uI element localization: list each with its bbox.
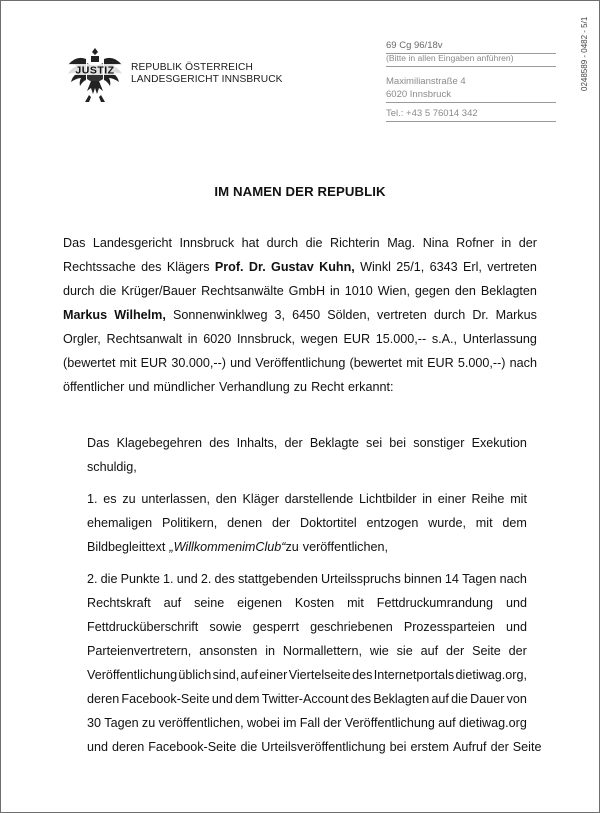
- word: Nina: [422, 236, 449, 250]
- word: eigenen: [237, 596, 282, 610]
- court-line-2: LANDESGERICHT INNSBRUCK: [131, 74, 283, 85]
- text-line: [63, 255, 537, 279]
- word: vertreten: [487, 260, 537, 274]
- word: gesperrt: [252, 620, 299, 634]
- text-line: [87, 487, 527, 511]
- word: 1.: [163, 572, 174, 586]
- word: und: [87, 740, 109, 754]
- text-line: [87, 567, 527, 591]
- word: Unterlassung: [462, 332, 537, 346]
- word: Dr.: [248, 260, 266, 274]
- word: Veröffentlichung: [344, 716, 435, 730]
- text-line: [87, 591, 527, 615]
- word: einer: [437, 492, 466, 506]
- word: des: [352, 668, 373, 682]
- word: Facebook-Seite: [121, 692, 210, 706]
- word: 2.: [87, 572, 98, 586]
- word: wie: [369, 644, 389, 658]
- word: 25/1,: [396, 260, 425, 274]
- word: bei: [389, 436, 407, 450]
- word: dietiwag.org: [458, 716, 527, 730]
- word: und: [505, 620, 527, 634]
- text-line: [63, 231, 537, 255]
- word: 30.000,--): [171, 356, 226, 370]
- text-line: [87, 511, 527, 535]
- word: Tagen: [462, 572, 497, 586]
- word: schuldig,: [87, 460, 137, 474]
- word: GmbH: [288, 284, 326, 298]
- word: erkannt:: [347, 380, 394, 394]
- word: auf: [420, 644, 439, 658]
- word: 6343: [429, 260, 458, 274]
- word: Aufruf: [452, 740, 487, 754]
- reference-hint: (Bitte in allen Eingaben anführen): [386, 53, 514, 63]
- word: binnen: [403, 572, 442, 586]
- word: von: [506, 692, 527, 706]
- word: Das: [63, 236, 86, 250]
- word: Prozessparteien: [403, 620, 495, 634]
- word: sind,: [212, 668, 240, 682]
- word: Kläger: [242, 492, 279, 506]
- word: mündlicher: [153, 380, 216, 394]
- word: dem: [502, 516, 527, 530]
- word: (bewertet: [63, 356, 116, 370]
- text-line: [87, 687, 527, 711]
- word: stattgebenden: [238, 572, 318, 586]
- word: der: [490, 740, 509, 754]
- word: und: [505, 596, 527, 610]
- word: durch: [266, 236, 299, 250]
- word: Kuhn,: [319, 260, 355, 274]
- word: Seite: [512, 740, 542, 754]
- word: Erl,: [463, 260, 482, 274]
- word: EUR: [343, 332, 371, 346]
- word: Innsbruck: [179, 236, 235, 250]
- word: und: [230, 356, 252, 370]
- court-name: [131, 62, 283, 86]
- word: s.A.,: [431, 332, 458, 346]
- svg-text:0248589 - 0482 - 5/1: 0248589 - 0482 - 5/1: [580, 16, 589, 91]
- word: Prof.: [214, 260, 244, 274]
- word: 6450: [292, 308, 321, 322]
- word: Rechtsanwalt: [106, 332, 183, 346]
- address-street: Maximilianstraße 4: [386, 76, 466, 87]
- word: dietiwag.org,: [455, 668, 527, 682]
- word: 1010: [344, 284, 373, 298]
- word: hat: [241, 236, 260, 250]
- word: der: [508, 644, 527, 658]
- word: es: [103, 492, 117, 506]
- word: die: [100, 572, 118, 586]
- word: Sölden,: [327, 308, 370, 322]
- word: die: [305, 236, 323, 250]
- word: in: [422, 492, 433, 506]
- word: des: [209, 436, 230, 450]
- word: der: [271, 516, 291, 530]
- word: durch: [63, 284, 95, 298]
- text-line: [87, 639, 527, 663]
- word: Mag.: [387, 236, 416, 250]
- word: wegen: [300, 332, 338, 346]
- word: sonstiger: [413, 436, 465, 450]
- word: Gustav: [271, 260, 314, 274]
- word: seine: [194, 596, 225, 610]
- word: Rofner: [456, 236, 494, 250]
- word: Rechtsanwälte: [201, 284, 284, 298]
- word: Lichtbilder: [359, 492, 417, 506]
- word: Fettdrucküberschrift: [87, 620, 199, 634]
- word: und: [211, 692, 233, 706]
- word: auf: [240, 668, 259, 682]
- word: Doktortitel: [299, 516, 357, 530]
- word: deren: [87, 692, 120, 706]
- word: Orgler,: [63, 332, 101, 346]
- word: veröffentlichen,: [158, 716, 244, 730]
- word: bei: [389, 740, 407, 754]
- word: denen: [227, 516, 263, 530]
- word: die: [240, 740, 258, 754]
- word: Dauer: [470, 692, 505, 706]
- word: mit: [406, 356, 423, 370]
- word: mit: [475, 516, 493, 530]
- court-line-1: REPUBLIK ÖSTERREICH: [131, 62, 253, 73]
- word: Wien,: [377, 284, 410, 298]
- word: Exekution: [471, 436, 527, 450]
- word: Normallettern,: [282, 644, 362, 658]
- word: der: [323, 716, 342, 730]
- word: Verhandlung: [219, 380, 290, 394]
- word: 5.000,--): [457, 356, 506, 370]
- word: üblich: [178, 668, 212, 682]
- word: Klägers: [166, 260, 210, 274]
- word: Fettdruckumrandung: [376, 596, 494, 610]
- word: einer: [259, 668, 288, 682]
- word: Recht: [311, 380, 344, 394]
- word: und: [128, 380, 150, 394]
- text-line: [87, 431, 527, 455]
- word: Bildbegleittext: [87, 540, 166, 554]
- word: der: [446, 644, 465, 658]
- text-line: [63, 327, 537, 351]
- word: erstem: [410, 740, 449, 754]
- word: Klagebegehren: [116, 436, 203, 450]
- word: Club“: [255, 540, 286, 554]
- word: entzogen: [366, 516, 419, 530]
- justiz-eagle-logo: [65, 45, 125, 107]
- word: in: [187, 332, 198, 346]
- word: Winkl: [360, 260, 391, 274]
- word: Krüger/Bauer: [121, 284, 197, 298]
- word: Rechtskraft: [87, 596, 151, 610]
- text-line: [63, 279, 537, 303]
- text-line: [87, 735, 542, 759]
- word: Kosten: [294, 596, 335, 610]
- word: und: [176, 572, 198, 586]
- word: mit: [119, 356, 137, 370]
- word: Veröffentlichung: [87, 668, 178, 682]
- word: sowie: [209, 620, 242, 634]
- word: Seite: [472, 644, 501, 658]
- word: den: [454, 284, 476, 298]
- word: Urteilsveröffentlichung: [261, 740, 386, 754]
- phone-number: Tel.: +43 5 76014 342: [386, 108, 478, 119]
- text-line: [63, 375, 537, 399]
- side-barcode-number: [576, 11, 590, 91]
- word: mit: [510, 492, 527, 506]
- word: 30: [87, 716, 102, 730]
- word: Beklagten: [480, 284, 537, 298]
- text-line: [63, 303, 537, 327]
- word: Veröffentlichung: [255, 356, 346, 370]
- case-number: 69 Cg 96/18v: [386, 40, 443, 51]
- logo-text: JUSTIZ: [75, 64, 115, 77]
- word: EUR: [427, 356, 454, 370]
- word: in: [330, 284, 340, 298]
- word: EUR: [140, 356, 168, 370]
- word: Markus: [63, 308, 108, 322]
- word: Wilhelm,: [114, 308, 166, 322]
- word: Inhalts,: [236, 436, 278, 450]
- word: ansonsten: [199, 644, 258, 658]
- word: 1.: [87, 492, 98, 506]
- text-line: [87, 663, 527, 687]
- word: (bewertet: [349, 356, 403, 370]
- word: wurde,: [428, 516, 466, 530]
- word: Richterin: [329, 236, 380, 250]
- text-line: [87, 455, 527, 479]
- word: der: [284, 436, 303, 450]
- word: die: [451, 692, 468, 706]
- word: Parteienvertretern,: [87, 644, 192, 658]
- word: auf: [163, 596, 182, 610]
- word: 3,: [274, 308, 286, 322]
- word: zu: [285, 540, 299, 554]
- word: nach: [509, 356, 537, 370]
- word: auf: [438, 716, 456, 730]
- word: durch: [433, 308, 466, 322]
- word: Innsbruck,: [236, 332, 296, 346]
- word: zu: [141, 716, 156, 730]
- word: im: [283, 716, 297, 730]
- word: mit: [347, 596, 364, 610]
- word: die: [99, 284, 117, 298]
- word: Politikern,: [161, 516, 218, 530]
- address-city: 6020 Innsbruck: [386, 89, 451, 100]
- word: des: [141, 260, 162, 274]
- word: vertreten: [377, 308, 427, 322]
- word: in: [501, 236, 512, 250]
- point-2-paragraph: [87, 567, 542, 759]
- text-line: [63, 351, 537, 375]
- word: Sonnenwinklweg: [172, 308, 268, 322]
- word: Markus: [495, 308, 537, 322]
- word: nach: [499, 572, 527, 586]
- word: auf: [431, 692, 449, 706]
- word: im: [242, 540, 256, 554]
- word: Reihe: [471, 492, 505, 506]
- word: 6020: [203, 332, 232, 346]
- word: 15.000,--: [375, 332, 427, 346]
- word: dem: [235, 692, 260, 706]
- word: Rechtssache: [63, 260, 136, 274]
- claim-paragraph: [87, 431, 527, 479]
- word: in: [265, 644, 275, 658]
- word: Internetportals: [373, 668, 455, 682]
- word: Urteilsspruchs: [321, 572, 401, 586]
- word: zu: [293, 380, 308, 394]
- word: Fall: [299, 716, 321, 730]
- word: Dr.: [472, 308, 489, 322]
- word: des: [350, 692, 371, 706]
- word: Landesgericht: [92, 236, 173, 250]
- word: geschriebenen: [310, 620, 393, 634]
- word: öffentlicher: [63, 380, 125, 394]
- word: deren: [112, 740, 145, 754]
- word: den: [215, 492, 237, 506]
- word: Facebook-Seite: [148, 740, 237, 754]
- word: veröffentlichen,: [302, 540, 388, 554]
- word: 14: [444, 572, 459, 586]
- word: „Willkommen: [169, 540, 243, 554]
- word: sei: [366, 436, 383, 450]
- word: Viertelseite: [288, 668, 351, 682]
- text-line: [87, 615, 527, 639]
- word: Beklagten: [373, 692, 430, 706]
- word: unterlassen,: [141, 492, 210, 506]
- text-line: [87, 711, 527, 735]
- word: Twitter-Account: [261, 692, 349, 706]
- word: Beklagte: [309, 436, 359, 450]
- word: wobei: [246, 716, 280, 730]
- text-line: [87, 535, 527, 559]
- word: Tagen: [104, 716, 139, 730]
- word: darstellende: [284, 492, 354, 506]
- word: des: [214, 572, 235, 586]
- word: sie: [396, 644, 413, 658]
- point-1-paragraph: [87, 487, 527, 559]
- word: zu: [122, 492, 136, 506]
- intro-paragraph: [63, 231, 537, 399]
- document-title: IM NAMEN DER REPUBLIK: [214, 184, 386, 199]
- word: gegen: [414, 284, 450, 298]
- word: der: [518, 236, 537, 250]
- word: Das: [87, 436, 110, 450]
- word: ehemaligen: [87, 516, 153, 530]
- word: Punkte: [120, 572, 160, 586]
- word: 2.: [200, 572, 212, 586]
